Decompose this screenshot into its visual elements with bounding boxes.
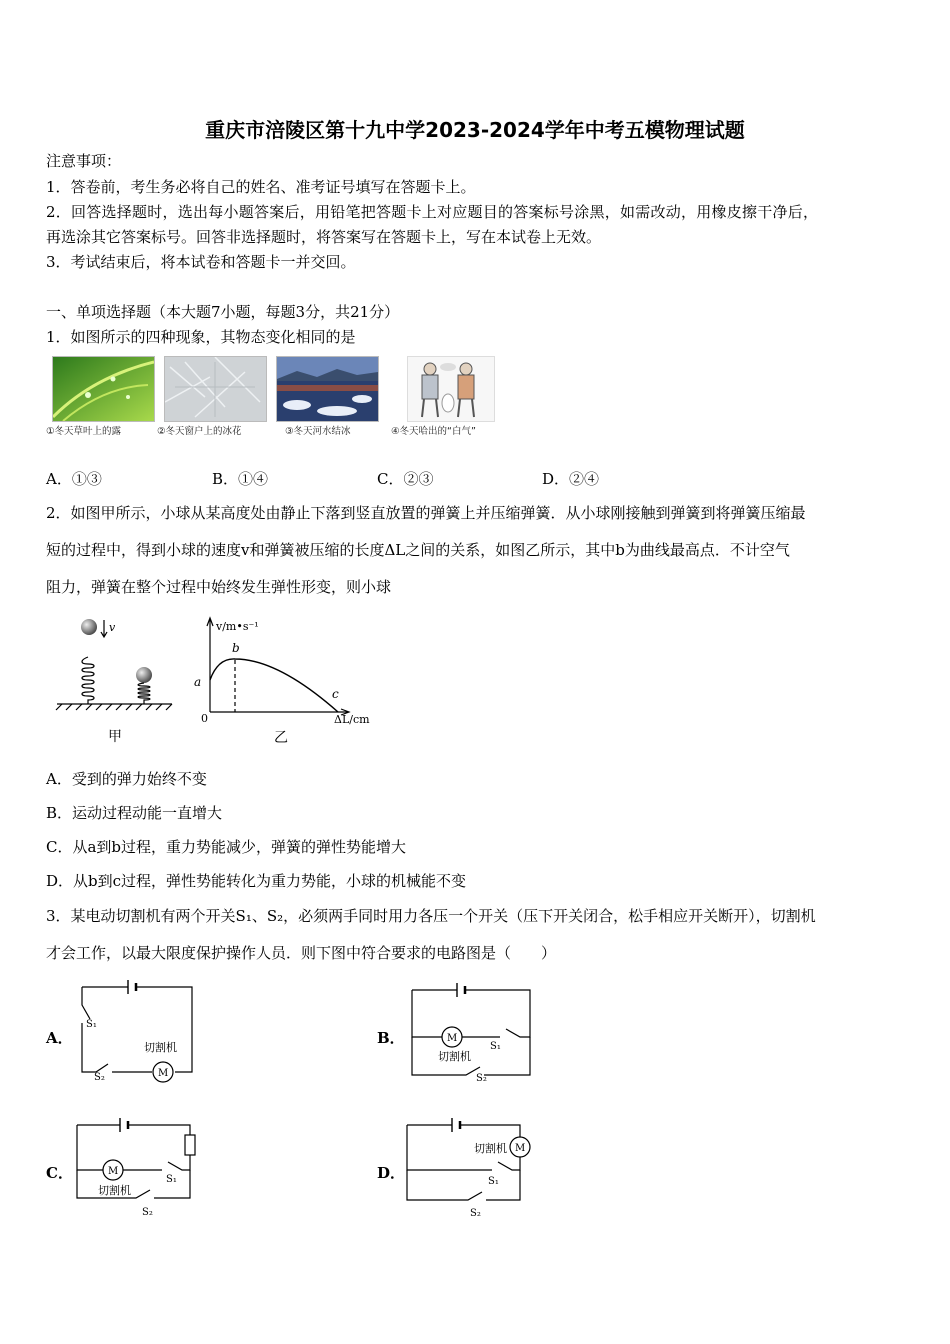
point-c-label: c [332,687,339,701]
circuit-c [72,1110,207,1220]
machine-label: 切割机 [438,1050,471,1063]
machine-label: 切割机 [144,1041,177,1054]
notice-item: 再选涂其它答案标号。回答非选择题时，将答案写在答题卡上，写在本试卷上无效。 [46,228,602,246]
photo-caption: ④冬天哈出的“白气” [391,426,476,437]
q1-option-c: C．②③ [377,470,434,488]
figure-yi [188,612,388,750]
q3-option-d-label: D． [377,1164,406,1182]
switch-s1-label: S₁ [490,1041,501,1052]
notice-heading: 注意事项： [46,152,122,170]
figure-jia [52,612,182,750]
motor-label: M [108,1166,119,1177]
motor-label: M [447,1033,458,1044]
machine-label: 切割机 [474,1142,507,1155]
point-a-label: a [194,675,202,689]
velocity-curve [210,659,338,712]
photo-caption: ①冬天草叶上的露 [46,426,122,437]
q3-stem-line: 才会工作，以最大限度保护操作人员．则下图中符合要求的电路图是（ ） [46,944,557,962]
switch-s1-label: S₁ [166,1174,177,1185]
spring-compressed [138,683,150,704]
q3-option-c-label: C． [46,1164,73,1182]
switch-s1-label: S₁ [488,1176,499,1187]
section-heading: 一、单项选择题（本大题7小题，每题3分，共21分） [46,303,400,321]
ground [56,704,172,710]
page-title: 重庆市涪陵区第十九中学2023-2024学年中考五模物理试题 [205,118,745,142]
y-axis-label: v/m•s⁻¹ [216,620,259,633]
circuit-d [402,1110,542,1220]
figure-label-jia: 甲 [108,729,122,745]
switch-s2-label: S₂ [94,1072,105,1083]
photo-caption: ③冬天河水结冰 [285,426,351,437]
ball-falling [81,619,97,635]
circuit-a [72,975,207,1085]
notice-item: 3．考试结束后，将本试卷和答题卡一并交回。 [46,253,356,271]
velocity-arrow [101,620,107,637]
q2-option-b: B．运动过程动能一直增大 [46,804,223,822]
velocity-label: v [109,621,116,634]
switch-s2-label: S₂ [142,1207,153,1218]
photo-caption: ②冬天窗户上的冰花 [157,426,242,437]
point-b-label: b [232,641,240,655]
q2-option-d: D．从b到c过程，弹性势能转化为重力势能，小球的机械能不变 [46,872,467,890]
spring-uncompressed [82,657,94,704]
q1-stem: 1．如图所示的四种现象，其物态变化相同的是 [46,328,356,346]
q1-option-b: B．①④ [212,470,269,488]
q2-option-a: A．受到的弹力始终不变 [46,770,207,788]
q2-option-c: C．从a到b过程，重力势能减少，弹簧的弹性势能增大 [46,838,407,856]
q1-option-d: D．②④ [542,470,600,488]
switch-s2-label: S₂ [470,1208,481,1219]
motor-label: M [158,1068,169,1079]
q2-stem-line: 2．如图甲所示，小球从某高度处由静止下落到竖直放置的弹簧上并压缩弹簧．从小球刚接触到弹簧到将弹簧压缩最 [46,504,806,522]
q2-stem-line: 短的过程中，得到小球的速度v和弹簧被压缩的长度ΔL之间的关系，如图乙所示，其中b为曲线最高点．不计空气 [46,541,790,559]
x-axis-label: ΔL/cm [334,713,370,726]
machine-label: 切割机 [98,1184,131,1197]
notice-item: 2．回答选择题时，选出每小题答案后，用铅笔把答题卡上对应题目的答案标号涂黑，如需改动，用橡皮擦干净后， [46,203,819,221]
photo-frozen-river [276,356,379,422]
ball-on-spring [136,667,152,683]
motor-label: M [515,1143,526,1154]
photo-dew [52,356,155,422]
q3-stem-line: 3．某电动切割机有两个开关S₁、S₂，必须两手同时用力各压一个开关（压下开关闭合，松手相应开关断开），切割机 [46,907,816,925]
circuit-b [402,975,542,1087]
switch-s2-label: S₂ [476,1073,487,1084]
figure-label-yi: 乙 [274,730,288,746]
origin-label: 0 [201,712,208,725]
switch-s1-label: S₁ [86,1019,97,1030]
photo-white-breath [407,356,495,422]
notice-item: 1．答卷前，考生务必将自己的姓名、准考证号填写在答题卡上。 [46,178,476,196]
photo-frost [164,356,267,422]
q3-option-a-label: A． [46,1029,73,1047]
q3-option-b-label: B． [377,1029,405,1047]
q1-option-a: A．①③ [46,470,102,488]
q2-stem-line: 阻力，弹簧在整个过程中始终发生弹性形变，则小球 [46,578,392,596]
